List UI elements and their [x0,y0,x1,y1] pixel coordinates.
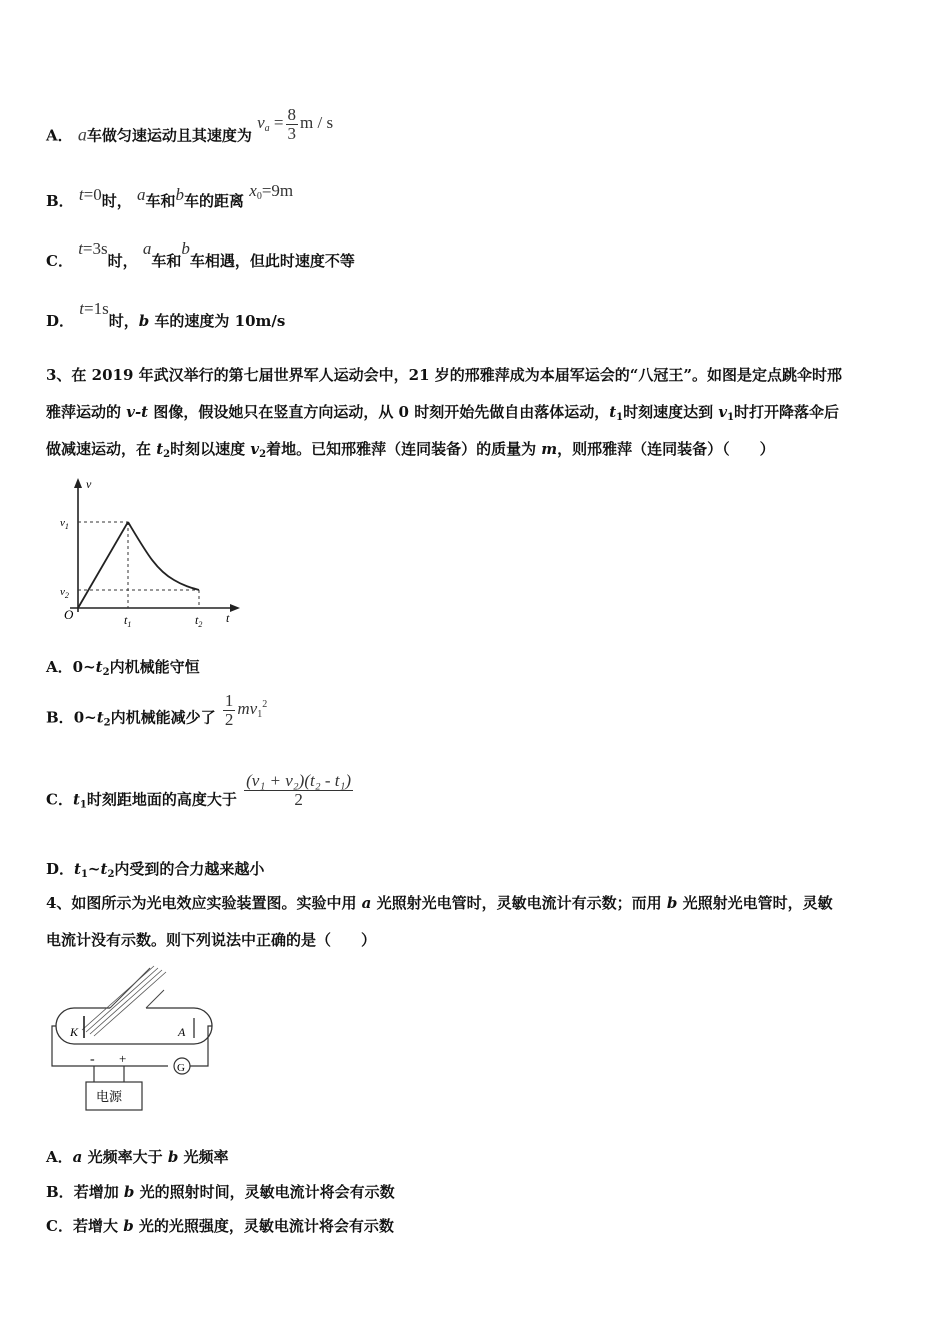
origin-label: O [64,607,74,622]
anode-label: A [178,1025,186,1039]
q2-option-a [46,105,334,155]
t-axis-arrow [230,604,240,612]
vt-graph [56,474,246,634]
light-ray-1 [82,966,154,1030]
galvanometer-label: G [177,1062,185,1074]
formula-x0: $x_0=9m$ [249,181,294,202]
q3-option-a: A．$0\sim t_2$内机械能守恒 [46,658,200,678]
q4-option-a: A．a 光频率大于 b 光频率 [46,1148,229,1166]
formula-area: $\frac{\text{(v₁ + v₂)(t₂ - t₁)}}{2}$ [246,771,352,809]
tube-window-right [146,990,164,1008]
minus-sign: - [90,1052,95,1067]
q3-option-d: D．$t_1\sim t_2$内受到的合力越来越小 [46,860,265,880]
option-text: 车的速度为 10m/s [149,312,286,330]
q4-option-b: B．若增加 b 光的照射时间，灵敏电流计将会有示数 [46,1183,395,1201]
option-text: 时， [107,252,138,270]
option-text: 车和 [145,192,176,210]
option-text: 时， [101,192,132,210]
q3-option-b: B．$0\sim t_2$内机械能减少了 $\frac{1}{2}$ $mv_1^2$ [46,691,268,729]
q3-stem-line-2: 雅萍运动的 v-t 图像，假设她只在竖直方向运动，从 0 时刻开始先做自由落体运动，$t_1$时刻速度达到 $v_1$时打开降落伞后 [46,403,840,423]
var-b: b [138,312,150,330]
formula-t0: t=0 [78,185,102,204]
q3-option-c: C．$t_1$时刻距地面的高度大于 $\frac{\text{(v₁ + v₂)(t₂ - t₁)}}{2}$ [46,782,355,819]
t-axis-label: t [226,611,230,625]
q3-stem-line-3: 做减速运动，在 $t_2$时刻以速度 $v_2$着地。已知邢雅萍（连同装备）的质量为 m，则邢雅萍（连同装备）（ ） [46,440,775,460]
q2-option-d [46,299,286,331]
option-text: 车的距离 [184,192,245,210]
formula-t1: t=1s [79,299,109,318]
t2-label: $t_2$ [195,613,203,629]
cathode-label: K [70,1025,79,1039]
var-a: a [77,124,87,145]
q2-option-c [46,239,355,271]
v-axis-label: v [86,477,92,491]
t1-label: $t_1$ [124,613,132,629]
v2-label: $v_2$ [60,586,69,600]
deceleration-curve [128,522,199,590]
v1-label: $v_1$ [60,517,69,531]
photo-tube [56,1008,212,1044]
q2-option-b [46,181,294,212]
formula-t3: t=3s [78,239,108,258]
plus-sign: + [119,1051,127,1066]
q4-option-c: C．若增大 b 光的光照强度，灵敏电流计将会有示数 [46,1217,394,1235]
option-text: 时， [108,312,139,330]
formula-half-mv1sq: $\frac{1}{2}$ $mv_1^2$ [224,691,268,729]
q3-stem-line-1: 3、在 2019 年武汉举行的第七届世界军人运动会中，21 岁的邢雅萍成为本届军运会的“八冠王”。如图是定点跳伞时邢 [46,366,842,384]
q4-stem-line-1: 4、如图所示为光电效应实验装置图。实验中用 a 光照射光电管时，灵敏电流计有示数；而用 b 光照射光电管时，灵敏 [46,894,833,912]
free-fall-line [78,522,128,608]
option-label: D． [46,312,75,330]
option-label: C． [46,252,73,270]
power-source-label: 电源 [96,1089,123,1104]
tube-window-left [110,968,150,1008]
option-label: B． [46,192,74,210]
light-ray-2 [86,968,158,1032]
var-b: b [175,185,185,204]
var-a: a [142,239,152,258]
option-text: 车做匀速运动且其速度为 [86,126,252,145]
option-text: 车和 [151,252,182,270]
var-b: b [181,239,190,258]
light-ray-3 [90,970,162,1034]
option-label: A． [46,126,73,145]
light-ray-4 [94,972,166,1036]
formula-va: $v_a$ = $\frac{8}{3}$ m / s [257,105,334,143]
option-text: 车相遇，但此时速度不等 [189,252,355,270]
q4-stem-line-2: 电流计没有示数。则下列说法中正确的是（ ） [46,931,377,949]
v-axis-arrow [74,478,82,488]
var-a: a [137,185,146,204]
photoelectric-diagram [44,960,224,1120]
